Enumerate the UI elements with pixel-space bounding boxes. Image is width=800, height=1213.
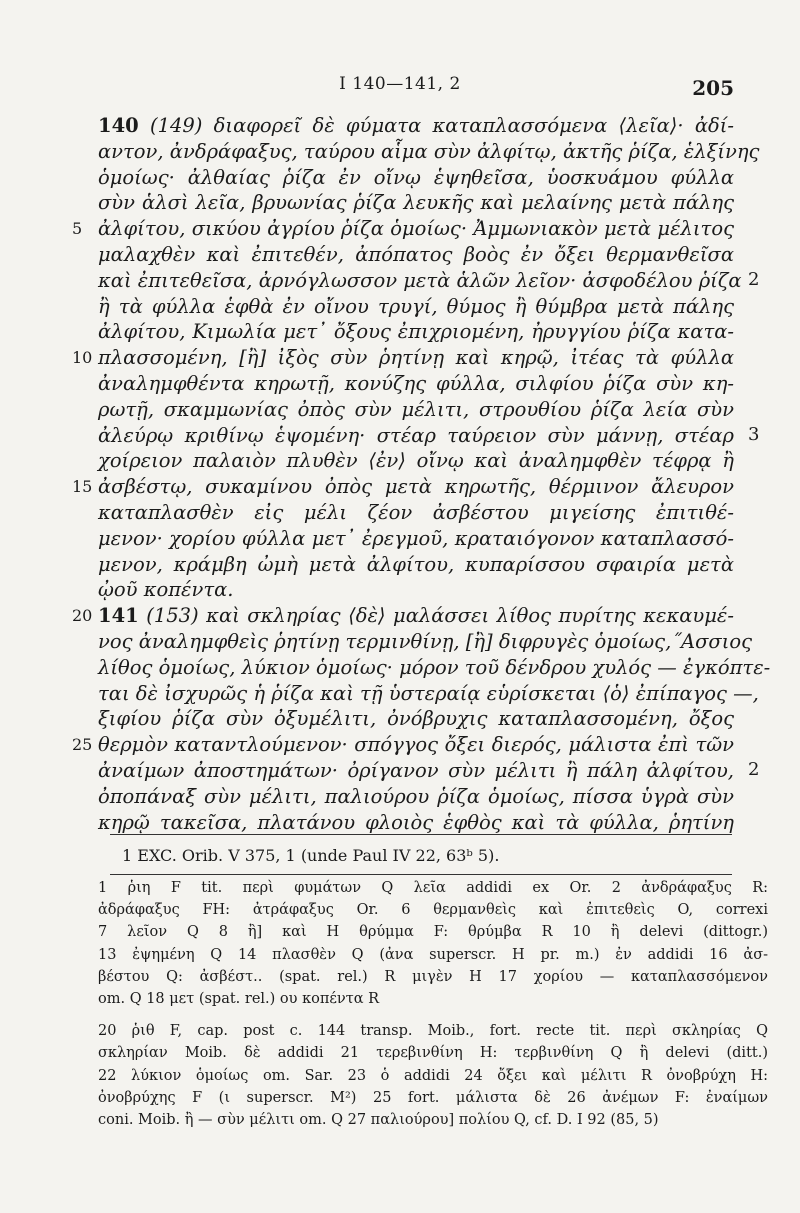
section-number: 140 — [98, 114, 139, 137]
line-number: 5 — [72, 219, 83, 239]
line-body: ρωτῇ, σκαμμωνίας ὀπὸς σὺν μέλιτι, στρουθίου ῥίζα λεία σὺν — [98, 397, 734, 421]
text-rule — [110, 834, 732, 835]
line-text — [98, 295, 734, 318]
line-body: μαλαχθὲν καὶ ἐπιτεθέν, ἀπόπατος βοὸς ἐν ὄξει θερμανθεῖσα — [98, 242, 734, 266]
text-line — [0, 269, 800, 295]
text-line — [0, 604, 800, 630]
line-body: χοίρειον παλαιὸν πλυθὲν ⟨ἐν⟩ οἴνῳ καὶ ἀναλημφθὲν τέφρᾳ ἢ — [98, 449, 734, 473]
line-body: ὁμοίως· ἀλθαίας ῥίζα ἐν οἴνῳ ἑψηθεῖσα, ὑοσκυάμου φύλλα — [98, 165, 734, 189]
text-line — [0, 759, 800, 785]
line-text — [98, 346, 734, 369]
margin-number: 3 — [748, 423, 760, 445]
line-text — [98, 681, 759, 705]
text-line — [0, 630, 800, 656]
text-line — [0, 398, 800, 424]
line-body: ἀναλημφθέντα κηρωτῇ, κονύζης φύλλα, σιλφίου ῥίζα σὺν κη- — [98, 371, 734, 395]
apparatus-line: 22 λύκιον ὁμοίως om. Sar. 23 ὁ addidi 24 ὄξει καὶ μέλιτι R ὀνοβρύχη H: — [98, 1067, 768, 1084]
line-text — [98, 268, 742, 292]
line-body: ἀλφίτου, σικύου ἀγρίου ῥίζα ὁμοίως· Ἀμμωνιακὸν μετὰ μέλιτος — [98, 217, 734, 241]
text-line — [0, 114, 800, 140]
text-line — [0, 166, 800, 192]
apparatus-line: 1 ῥιη F tit. περὶ φυμάτων Q λεῖα addidi ex Or. 2 ἀνδράφαξυς R: — [98, 880, 768, 896]
margin-number: 2 — [748, 758, 760, 780]
line-text — [98, 604, 734, 627]
apparatus-line: om. Q 18 μετ (spat. rel.) ου κοπέντα R — [98, 990, 380, 1007]
line-body: μενον, κράμβη ὠμὴ μετὰ ἀλφίτου, κυπαρίσσου σφαιρία μετὰ — [98, 552, 734, 576]
line-text — [98, 217, 734, 240]
line-body: πλασσομένη, [ἢ] ἰξὸς σὺν ῥητίνῃ καὶ κηρῷ, ἰτέας τὰ φύλλα — [98, 346, 734, 370]
line-text — [98, 243, 734, 266]
line-body: (149) διαφορεῖ δὲ φύματα καταπλασσόμενα ⟨λεῖα⟩· ἀδί- — [138, 114, 734, 137]
line-body: καὶ ἐπιτεθεῖσα, ἀρνόγλωσσον μετὰ ἁλῶν λεῖον· ἀσφοδέλου ῥίζα — [98, 268, 742, 292]
line-body: αντον, ἀνδράφαξυς, ταύρου αἷμα σὺν ἀλφίτῳ, ἀκτῆς ῥίζα, ἑλξίνης — [98, 139, 760, 163]
text-line — [0, 346, 800, 372]
text-line — [0, 449, 800, 475]
line-body: ἀσβέστῳ, συκαμίνου ὀπὸς μετὰ κηρωτῆς, θέρμινον ἄλευρον — [98, 475, 734, 499]
line-number: 20 — [72, 606, 93, 626]
line-number: 15 — [72, 477, 93, 497]
line-text — [98, 398, 734, 421]
text-line — [0, 578, 800, 604]
text-line — [0, 527, 800, 553]
line-body: θερμὸν καταντλούμενον· σπόγγος ὄξει διερός, μάλιστα ἐπὶ τῶν — [98, 733, 734, 757]
line-body: νος ἀναλημφθεὶς ῥητίνῃ τερμινθίνῃ, [ἢ] διφρυγὲς ὁμοίως,˝Ασσιος — [98, 629, 753, 653]
line-text — [98, 166, 734, 189]
line-text — [98, 424, 734, 447]
text-line — [0, 811, 800, 837]
text-line — [0, 501, 800, 527]
line-text — [98, 733, 734, 756]
text-line — [0, 191, 800, 217]
text-line — [0, 682, 800, 708]
excerpt-note: 1 EXC. Orib. V 375, 1 (unde Paul IV 22, 63ᵇ 5). — [122, 846, 500, 865]
text-line — [0, 707, 800, 733]
text-line — [0, 424, 800, 450]
line-body: ὀποπάναξ σὺν μέλιτι, παλιούρου ῥίζα ὁμοίως, πίσσα ὑγρὰ σὺν — [98, 784, 734, 808]
text-line — [0, 295, 800, 321]
line-body: καταπλασθὲν εἰς μέλι ζέον ἀσβέστου μιγείσης ἐπιτιθέ- — [98, 500, 734, 524]
page-number: 205 — [692, 76, 734, 100]
line-text — [98, 449, 734, 472]
apparatus-rule — [110, 874, 732, 875]
apparatus-line: σκληρίαν Moib. δὲ addidi 21 τερεβινθίνη H: τερβινθίνη Q ἢ delevi (ditt.) — [98, 1045, 768, 1062]
text-line — [0, 372, 800, 398]
apparatus-line: βέστου Q: ἀσβέστ.. (spat. rel.) R μιγὲν H 17 χορίου — καταπλασσόμενον — [98, 968, 768, 985]
text-line — [0, 320, 800, 346]
text-line — [0, 785, 800, 811]
apparatus-line: coni. Moib. ἢ — σὺν μέλιτι om. Q 27 παλιούρου] πολίου Q, cf. D. I 92 (85, 5) — [98, 1111, 659, 1128]
line-body: ᾠοῦ κοπέντα. — [98, 578, 234, 602]
line-text — [98, 320, 734, 343]
page-header — [0, 74, 800, 102]
line-body: ται δὲ ἰσχυρῶς ἡ ῥίζα καὶ τῇ ὑστεραίᾳ εὑρίσκεται ⟨ὁ⟩ ἐπίπαγος —, — [98, 681, 759, 705]
line-body: (153) καὶ σκληρίας ⟨δὲ⟩ μαλάσσει λίθος πυρίτης κεκαυμέ- — [138, 604, 734, 628]
text-line — [0, 553, 800, 579]
main-text — [0, 114, 800, 836]
line-text — [98, 372, 734, 395]
line-text — [98, 114, 734, 137]
line-body: ἢ τὰ φύλλα ἑφθὰ ἐν οἴνου τρυγί, θύμος ἢ θύμβρα μετὰ πάλης — [98, 294, 734, 318]
line-text — [98, 759, 734, 782]
line-text — [98, 811, 734, 834]
line-text — [98, 527, 734, 550]
line-body: ξιφίου ῥίζα σὺν ὀξυμέλιτι, ὀνόβρυχις καταπλασσομένη, ὄξος — [98, 707, 734, 731]
critical-apparatus — [98, 880, 768, 1144]
line-text — [98, 139, 760, 163]
line-text — [98, 629, 753, 653]
line-body: σὺν ἁλσὶ λεῖα, βρυωνίας ῥίζα λευκῆς καὶ μελαίνης μετὰ πάλης — [98, 191, 734, 215]
line-body: ἀλφίτου, Κιμωλία μετ᾽ ὄξους ἐπιχριομένη, ἠρυγγίου ῥίζα κατα- — [98, 320, 734, 344]
text-line — [0, 475, 800, 501]
line-text — [98, 191, 734, 214]
line-text — [98, 707, 734, 730]
line-text — [98, 578, 734, 601]
line-body: ἀναίμων ἀποστημάτων· ὀρίγανον σὺν μέλιτι ἢ πάλη ἀλφίτου, — [98, 758, 734, 782]
section-number: 141 — [98, 604, 139, 628]
line-body: λίθος ὁμοίως, λύκιον ὁμοίως· μόρον τοῦ δένδρου χυλός — ἐγκόπτε- — [98, 655, 771, 679]
apparatus-line: 20 ῥιθ F, cap. post c. 144 transp. Moib., fort. recte tit. περὶ σκληρίας Q — [98, 1023, 768, 1040]
line-number: 25 — [72, 735, 93, 755]
line-body: κηρῷ τακεῖσα, πλατάνου φλοιὸς ἑφθὸς καὶ τὰ φύλλα, ῥητίνη — [98, 810, 734, 834]
text-line — [0, 243, 800, 269]
line-number: 10 — [72, 348, 93, 368]
apparatus-line: 13 ἐψημένη Q 14 πλασθὲν Q (ἀνα superscr. H pr. m.) ἐν addidi 16 ἀσ- — [98, 946, 768, 963]
line-body: μενον· χορίου φύλλα μετ᾽ ἐρεγμοῦ, κραταιόγονον καταπλασσό- — [98, 526, 734, 550]
apparatus-line: ἀδράφαξυς FH: ἀτράφαξυς Or. 6 θερμανθεὶς καὶ ἐπιτεθεὶς O, correxi — [98, 902, 768, 919]
line-text — [98, 475, 734, 498]
line-text — [98, 501, 734, 524]
margin-number: 2 — [748, 268, 760, 290]
running-head: I 140—141, 2 — [339, 74, 461, 94]
text-line — [0, 733, 800, 759]
text-line — [0, 656, 800, 682]
line-body: ἀλεύρῳ κριθίνῳ ἑψομένη· στέαρ ταύρειον σὺν μάννῃ, στέαρ — [98, 423, 734, 447]
apparatus-line: ὀνοβρύχης F (ι superscr. M²) 25 fort. μάλιστα δὲ 26 ἀνέμων F: ἐναίμων — [98, 1089, 768, 1106]
line-text — [98, 785, 734, 808]
text-line — [0, 140, 800, 166]
apparatus-line: 7 λεῖον Q 8 ἢ] καὶ H θρύμμα F: θρύμβα R 10 ἢ delevi (dittogr.) — [98, 924, 768, 941]
line-text — [98, 553, 734, 576]
line-text — [98, 655, 771, 679]
text-line — [0, 217, 800, 243]
